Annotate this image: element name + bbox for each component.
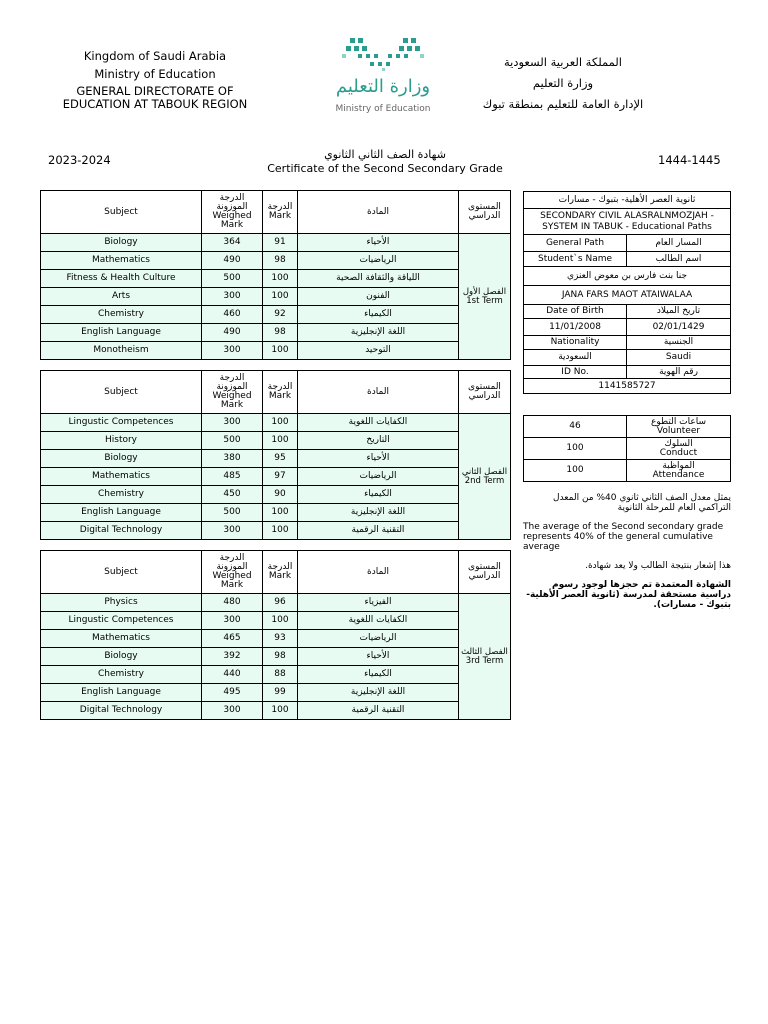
- subject-cell: History: [41, 432, 202, 450]
- mark-cell: 100: [263, 522, 298, 540]
- extras-label-en: Attendance: [652, 469, 705, 480]
- weighed-mark-cell: 300: [202, 522, 263, 540]
- mark-header: الدرجة Mark: [263, 191, 298, 234]
- id-label-ar: رقم الهوية: [627, 366, 731, 379]
- dob-label-ar: تاريخ الميلاد: [627, 305, 731, 319]
- certificate-title: [240, 148, 530, 176]
- subject-ar-header: المادة: [298, 551, 459, 594]
- subject-ar-cell: الكيمياء: [298, 306, 459, 324]
- mark-cell: 100: [263, 612, 298, 630]
- student-name-ar: جنا بنت فارس بن معوض العنزي: [524, 267, 731, 286]
- level-header: المستوى الدراسي: [459, 551, 511, 594]
- subject-cell: Biology: [41, 450, 202, 468]
- extras-label: [627, 416, 731, 438]
- weighed-mark-cell: 500: [202, 270, 263, 288]
- mark-cell: 90: [263, 486, 298, 504]
- mark-cell: 93: [263, 630, 298, 648]
- subject-cell: English Language: [41, 504, 202, 522]
- term-table-1: [40, 190, 511, 360]
- term-table-3: [40, 550, 511, 720]
- table-row: [41, 414, 511, 432]
- extras-value: 100: [524, 438, 627, 460]
- name-label: Student`s Name: [524, 252, 627, 267]
- weighed-mark-header: الدرجة الموزونة Weighed Mark: [202, 371, 263, 414]
- extras-label-ar: المواظبة: [662, 460, 695, 471]
- header-ar-directorate: الإدارة العامة للتعليم بمنطقة تبوك: [482, 97, 644, 111]
- subject-cell: English Language: [41, 684, 202, 702]
- weighed-mark-cell: 490: [202, 252, 263, 270]
- subject-ar-header: المادة: [298, 191, 459, 234]
- table-row: [41, 270, 511, 288]
- subject-ar-cell: التاريخ: [298, 432, 459, 450]
- school-name-ar: ثانوية العصر الأهلية- بتبوك - مسارات: [524, 192, 731, 209]
- subject-cell: Lingustic Competences: [41, 612, 202, 630]
- table-row: [41, 504, 511, 522]
- subject-ar-cell: الكفايات اللغوية: [298, 612, 459, 630]
- header-arabic: [448, 52, 678, 115]
- subject-cell: Digital Technology: [41, 702, 202, 720]
- table-row: [41, 666, 511, 684]
- subject-header: Subject: [41, 191, 202, 234]
- extras-row: [524, 438, 731, 460]
- term-label: الفصل الثالث 3rd Term: [459, 594, 511, 720]
- mark-cell: 95: [263, 450, 298, 468]
- mark-cell: 98: [263, 324, 298, 342]
- table-row: [41, 702, 511, 720]
- extras-label: [627, 460, 731, 482]
- extras-value: 46: [524, 416, 627, 438]
- id-number: 1141585727: [524, 379, 731, 394]
- table-row: [41, 522, 511, 540]
- table-row: [41, 252, 511, 270]
- header-english: [40, 47, 270, 111]
- level-header: المستوى الدراسي: [459, 191, 511, 234]
- mark-cell: 92: [263, 306, 298, 324]
- subject-cell: Chemistry: [41, 486, 202, 504]
- header-ar-kingdom: المملكة العربية السعودية: [504, 55, 622, 69]
- subject-ar-cell: الأحياء: [298, 648, 459, 666]
- weighed-mark-cell: 300: [202, 342, 263, 360]
- subject-ar-cell: الرياضيات: [298, 630, 459, 648]
- mark-cell: 100: [263, 270, 298, 288]
- term-table-2: [40, 370, 511, 540]
- header-line-ministry: Ministry of Education: [94, 67, 216, 81]
- subject-ar-cell: اللغة الإنجليزية: [298, 684, 459, 702]
- nationality-label-ar: الجنسية: [627, 336, 731, 350]
- mark-cell: 100: [263, 414, 298, 432]
- subject-ar-cell: الكيمياء: [298, 486, 459, 504]
- subject-ar-cell: الفيزياء: [298, 594, 459, 612]
- subject-cell: Arts: [41, 288, 202, 306]
- mark-cell: 100: [263, 288, 298, 306]
- weighed-mark-cell: 300: [202, 612, 263, 630]
- student-name-en: JANA FARS MAOT ATAIWALAA: [524, 286, 731, 305]
- weighed-mark-cell: 495: [202, 684, 263, 702]
- logo-english-text: Ministry of Education: [335, 104, 431, 114]
- subject-cell: Mathematics: [41, 252, 202, 270]
- subject-cell: Digital Technology: [41, 522, 202, 540]
- weighed-mark-cell: 300: [202, 702, 263, 720]
- weighed-mark-cell: 380: [202, 450, 263, 468]
- dob-hijri: 02/01/1429: [627, 319, 731, 336]
- mark-cell: 96: [263, 594, 298, 612]
- extras-label-en: Volunteer: [656, 425, 701, 436]
- mark-cell: 97: [263, 468, 298, 486]
- subject-ar-cell: اللياقة والثقافة الصحية: [298, 270, 459, 288]
- table-row: [41, 342, 511, 360]
- mark-header: الدرجة Mark: [263, 551, 298, 594]
- header-line-kingdom: Kingdom of Saudi Arabia: [83, 49, 227, 63]
- mark-header: الدرجة Mark: [263, 371, 298, 414]
- subject-cell: Mathematics: [41, 468, 202, 486]
- subject-header: Subject: [41, 551, 202, 594]
- table-row: [41, 234, 511, 252]
- certificate-title-en: Certificate of the Second Secondary Grade: [267, 162, 503, 175]
- subject-cell: Monotheism: [41, 342, 202, 360]
- table-row: [41, 306, 511, 324]
- mark-cell: 99: [263, 684, 298, 702]
- mark-cell: 98: [263, 252, 298, 270]
- subject-ar-cell: الكيمياء: [298, 666, 459, 684]
- school-name-en: SECONDARY CIVIL ALASRALNMOZJAH - SYSTEM IN TABUK - Educational Paths: [524, 209, 731, 235]
- extras-label-ar: ساعات التطوع: [650, 416, 707, 427]
- average-note-ar: يمثل معدل الصف الثاني ثانوي 40% من المعدل التراكمي العام للمرحلة الثانوية: [553, 493, 731, 513]
- subject-ar-cell: اللغة الإنجليزية: [298, 504, 459, 522]
- extras-label-ar: السلوك: [664, 438, 693, 449]
- path-label: General Path: [524, 235, 627, 252]
- mark-cell: 88: [263, 666, 298, 684]
- table-row: [41, 684, 511, 702]
- subject-ar-cell: الفنون: [298, 288, 459, 306]
- subject-ar-cell: الكفايات اللغوية: [298, 414, 459, 432]
- mark-cell: 100: [263, 504, 298, 522]
- header-line-directorate: GENERAL DIRECTORATE OF: [76, 84, 234, 98]
- subject-ar-cell: الأحياء: [298, 450, 459, 468]
- table-row: [41, 630, 511, 648]
- student-info-table: [523, 191, 731, 394]
- extras-label: [627, 438, 731, 460]
- term-label: الفصل الثاني 2nd Term: [459, 414, 511, 540]
- extras-table: [523, 415, 731, 482]
- subject-cell: Physics: [41, 594, 202, 612]
- extras-row: [524, 416, 731, 438]
- term-label: الفصل الأول 1st Term: [459, 234, 511, 360]
- weighed-mark-cell: 440: [202, 666, 263, 684]
- subject-ar-cell: اللغة الإنجليزية: [298, 324, 459, 342]
- weighed-mark-cell: 485: [202, 468, 263, 486]
- certificate-hold-note: الشهادة المعتمدة تم حجزها لوجود رسوم دراسية مستحقة لمدرسة (ثانوية العصر الأهلية- بتبوك - مسارات).: [526, 580, 731, 610]
- header-line-region: EDUCATION AT TABOUK REGION: [62, 97, 248, 111]
- weighed-mark-cell: 500: [202, 432, 263, 450]
- dob-label: Date of Birth: [524, 305, 627, 319]
- table-row: [41, 288, 511, 306]
- ministry-logo: [328, 36, 438, 120]
- level-header: المستوى الدراسي: [459, 371, 511, 414]
- table-row: [41, 594, 511, 612]
- table-row: [41, 432, 511, 450]
- subject-cell: Fitness & Health Culture: [41, 270, 202, 288]
- subject-ar-cell: الرياضيات: [298, 468, 459, 486]
- weighed-mark-cell: 480: [202, 594, 263, 612]
- mark-cell: 100: [263, 342, 298, 360]
- table-row: [41, 324, 511, 342]
- average-note-en: The average of the Second secondary grade represents 40% of the general cumulative average: [523, 522, 724, 552]
- table-row: [41, 612, 511, 630]
- logo-dots-icon: [328, 36, 438, 76]
- weighed-mark-header: الدرجة الموزونة Weighed Mark: [202, 191, 263, 234]
- header-ar-ministry: وزارة التعليم: [532, 76, 594, 90]
- mark-cell: 100: [263, 432, 298, 450]
- subject-ar-header: المادة: [298, 371, 459, 414]
- nationality-ar: السعودية: [524, 350, 627, 366]
- subject-ar-cell: الرياضيات: [298, 252, 459, 270]
- dob-gregorian: 11/01/2008: [524, 319, 627, 336]
- table-row: [41, 648, 511, 666]
- name-label-ar: اسم الطالب: [627, 252, 731, 267]
- weighed-mark-cell: 300: [202, 414, 263, 432]
- weighed-mark-cell: 300: [202, 288, 263, 306]
- certificate-title-ar: شهادة الصف الثاني الثانوي: [324, 148, 446, 161]
- subject-ar-cell: التقنية الرقمية: [298, 522, 459, 540]
- subject-cell: Lingustic Competences: [41, 414, 202, 432]
- table-row: [41, 468, 511, 486]
- subject-cell: Mathematics: [41, 630, 202, 648]
- subject-ar-cell: التوحيد: [298, 342, 459, 360]
- mark-cell: 100: [263, 702, 298, 720]
- subject-cell: Biology: [41, 648, 202, 666]
- extras-value: 100: [524, 460, 627, 482]
- weighed-mark-cell: 450: [202, 486, 263, 504]
- subject-ar-cell: الأحياء: [298, 234, 459, 252]
- weighed-mark-cell: 364: [202, 234, 263, 252]
- table-row: [41, 450, 511, 468]
- hijri-year: 1444-1445: [658, 153, 721, 167]
- notice-ar: هذا إشعار بنتيجة الطالب ولا يعد شهادة.: [585, 561, 731, 571]
- extras-row: [524, 460, 731, 482]
- mark-cell: 91: [263, 234, 298, 252]
- subject-header: Subject: [41, 371, 202, 414]
- nationality-en: Saudi: [627, 350, 731, 366]
- weighed-mark-cell: 490: [202, 324, 263, 342]
- subject-cell: Chemistry: [41, 306, 202, 324]
- table-row: [41, 486, 511, 504]
- gregorian-year: 2023-2024: [48, 153, 111, 167]
- subject-ar-cell: التقنية الرقمية: [298, 702, 459, 720]
- subject-cell: Chemistry: [41, 666, 202, 684]
- subject-cell: Biology: [41, 234, 202, 252]
- id-label: ID No.: [524, 366, 627, 379]
- path-label-ar: المسار العام: [627, 235, 731, 252]
- logo-arabic-text: وزارة التعليم: [335, 76, 431, 97]
- weighed-mark-header: الدرجة الموزونة Weighed Mark: [202, 551, 263, 594]
- weighed-mark-cell: 465: [202, 630, 263, 648]
- extras-label-en: Conduct: [659, 447, 698, 458]
- weighed-mark-cell: 500: [202, 504, 263, 522]
- weighed-mark-cell: 392: [202, 648, 263, 666]
- nationality-label: Nationality: [524, 336, 627, 350]
- subject-cell: English Language: [41, 324, 202, 342]
- mark-cell: 98: [263, 648, 298, 666]
- weighed-mark-cell: 460: [202, 306, 263, 324]
